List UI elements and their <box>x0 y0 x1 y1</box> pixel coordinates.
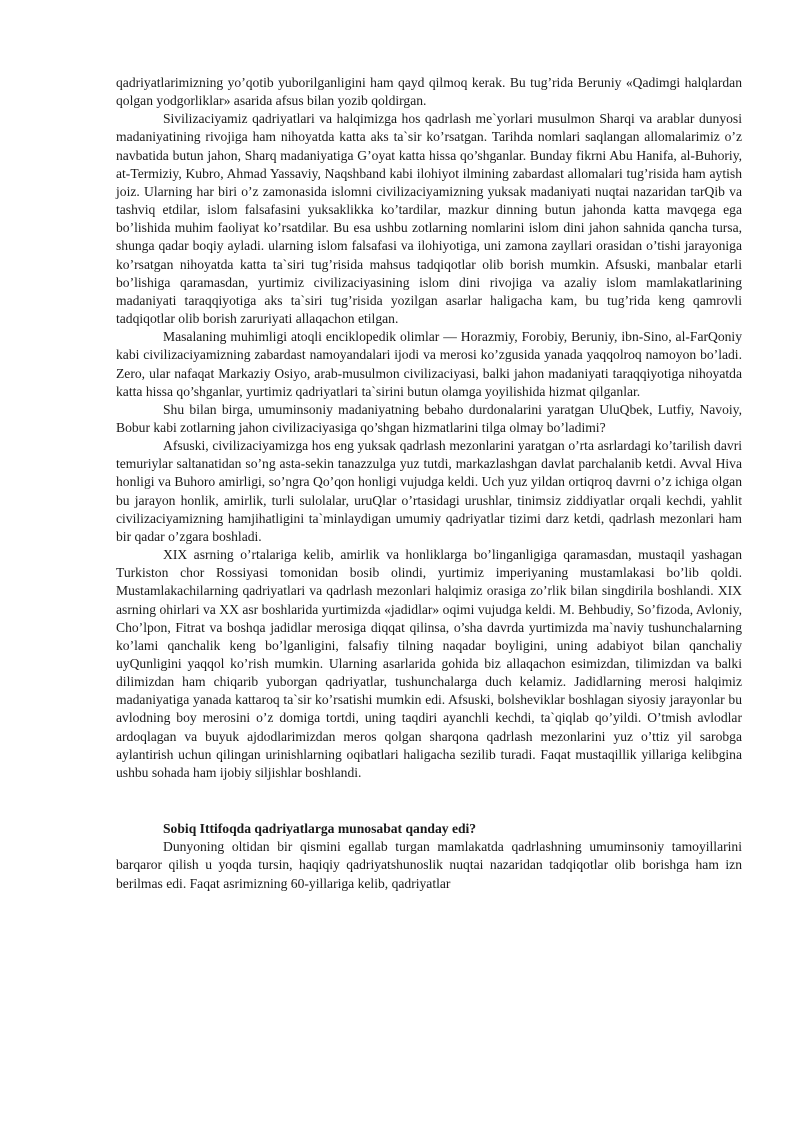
paragraph-5: Afsuski, civilizaciyamizga hos eng yuksak qadrlash mezonlarini yaratgan o’rta asrlardagi ko’tarilish davri temuriylar saltanatidan so’ng asta-sekin tanazzulga yuz tutdi, markazlashgan davlat parchalanib ketdi. Avval Hiva honligi va Buhoro amirligi, so’ngra Qo’qon honligi vujudga keldi. Uch yuz yildan ortiqroq davrni o’z ichiga olgan bu jarayon honlik, amirlik, turli sulolalar, uruQlar o’rtasidagi urushlar, tinimsiz ziddiyatlar orqali kechdi, yahlit civilizaciyamizning hamjihatligini ta`minlaydigan umumiy qadriyatlar tizimi darz ketdi, qadrlash mezonlari ham bir qadar o’zgara boshladi. <box>116 438 742 544</box>
section-heading: Sobiq Ittifoqda qadriyatlarga munosabat qanday edi? <box>163 821 477 837</box>
paragraph-6: XIX asrning o’rtalariga kelib, amirlik va honliklarga bo’linganligiga qaramasdan, mustaqil yashagan Turkiston chor Rossiyasi tomonidan bosib olindi, yurtimiz imperiyaning mustamlakasi bo’lib qoldi. Mustamlakachilarning qadriyatlari va qadrlash mezonlari halqimiz orasiga zo’rlik bilan singdirila boshlandi. XIX asrning ohirlari va XX asr boshlarida yurtimizda «jadidlar» oqimi vujudga keldi. M. Behbudiy, So’fizoda, Avloniy, Cho’lpon, Fitrat va boshqa jadidlar merosiga diqqat qilinsa, o’sha davrda yurtimizda ma`naviy tushunchalarning ko’lami qanchalik keng bo’lganligini, falsafiy tilning naqadar boyligini, uning adabiyot bilan qanchaliy uyQunligini yaqqol ko’rish mumkin. Ularning asarlarida gohida biz allaqachon esimizdan, tilimizdan va balki dilimizdan ham chiqarib yuborgan qadriyatlar, tushunchalarga duch kelamiz. Jadidlarning merosi halqimiz madaniyatiga yanada kattaroq ta`sir ko’rsatishi mumkin edi. Afsuski, bolsheviklar boshlagan siyosiy jarayonlar bu avlodning boy merosini o’z domiga tortdi, uning taqdiri ayanchli kechdi, ta`qiqlab qo’yildi. O’tmish avlodlar ardoqlagan va buyuk ajdodlarimizdan meros qolgan sharqona qadrlash mezonlarini yuz o’ttiz yil sarobga aylantirish uchun qilingan urinishlarning oqibatlari haligacha sezilib turadi. Faqat mustaqillik yillariga kelibgina ushbu sohada ham ijobiy siljishlar boshlandi. <box>116 547 742 780</box>
paragraph-7: Dunyoning oltidan bir qismini egallab turgan mamlakatda qadrlashning umuminsoniy tamoyillarini barqaror qilish u yoqda tursin, haqiqiy qadriyatshunoslik nuqtai nazaridan tadqiqotlar olib borishga ham izn berilmas edi. Faqat asrimizning 60-yillariga kelib, qadriyatlar <box>116 839 742 891</box>
paragraph-2: Sivilizaciyamiz qadriyatlari va halqimizga hos qadrlash me`yorlari musulmon Sharqi va arablar dunyosi madaniyatining rivojiga ham nihoyatda katta aks ta`sir ko’rsatgan. Tarihda nomlari saqlangan allomalarimiz o’z navbatida butun jahon, Sharq madaniyatiga G’oyat katta hissa qo’shganlar. Bunday fikrni Abu Hanifa, al-Buhoriy, at-Termiziy, Kubro, Ahmad Yassaviy, Naqshband kabi ilohiyot ilmining zabardast allomalari tug’risida ham aytish joiz. Ularning har biri o’z zamonasida islomni civilizaciyamizning yuksak madaniyati nuqtai nazaridan tarQib va tashviq etdilar, islom falsafasini yuksaklikka ko’tardilar, mazkur dinning butun jahonda katta mavqega ega bo’lishida muhim faoliyat ko’rsatdilar. Bu esa ushbu zotlarning nomlarini islom dini jahon sahnida qancha tursa, shunga qadar boqiy ayladi. ularning islom falsafasi va ilohiyotiga, uni zamona zayllari orasidan o’tishi jarayoniga ko’rsatgan nihoyatda katta ta`siri tug’risida mahsus tadqiqotlar olib borish mumkin. Afsuski, manbalar etarli bo’lishiga qaramasdan, yurtimiz civilizaciyasining islom dini rivojiga va azaliy islom mamlakatlarining madaniyati taraqqiyotiga aks ta`siri tug’risida yozilgan asarlar haligacha kam, bu tug’rida keng qamrovli tadqiqotlar olib borish zaruriyati allaqachon etilgan. <box>116 111 742 327</box>
document-body <box>116 74 742 893</box>
paragraph-1: qadriyatlarimizning yo’qotib yuborilganligini ham qayd qilmoq kerak. Bu tug’rida Beruniy «Qadimgi halqlardan qolgan yodgorliklar» asarida afsus bilan yozib qoldirgan. <box>116 75 742 109</box>
paragraph-3: Masalaning muhimligi atoqli enciklopedik olimlar — Horazmiy, Forobiy, Beruniy, ibn-Sino, al-FarQoniy kabi civilizaciyamizning zabardast namoyandalari ijodi va merosi ko’zgusida yanada yaqqolroq namoyon bo’ladi. Zero, ular nafaqat Markaziy Osiyo, arab-musulmon civilizaciyasi, balki jahon madaniyati taraqqiyotiga nihoyatda katta hissa qo’shganlar, yurtimiz qadriyatlari ta`sirini butun olamga yoyilishida hizmat qilganlar. <box>116 329 742 399</box>
paragraph-4: Shu bilan birga, umuminsoniy madaniyatning bebaho durdonalarini yaratgan UluQbek, Lutfiy, Navoiy, Bobur kabi zotlarning jahon civilizaciyasiga qo’shgan hizmatlarini tilga olmay bo’ladimi? <box>116 401 742 435</box>
